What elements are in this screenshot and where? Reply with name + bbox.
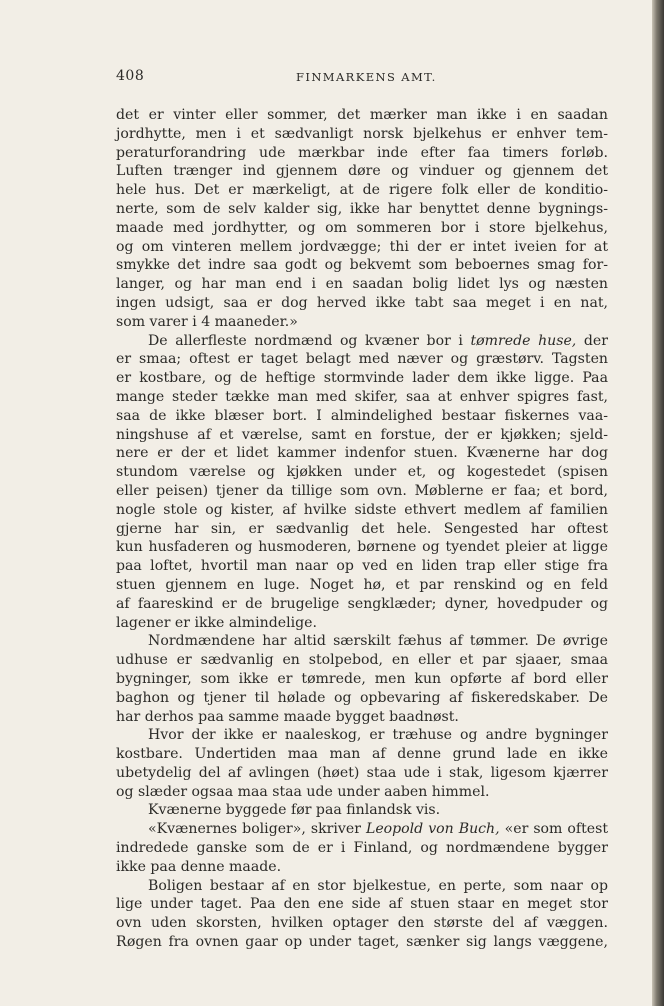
body-text xyxy=(116,106,608,952)
paragraph-5 xyxy=(116,801,608,820)
text-line: saa de ikke blæser bort. I almindelighed bestaar fiskernes vaa- xyxy=(116,407,608,424)
text-line: maade med jordhytter, og om sommeren bor i store bjelkehus, xyxy=(116,219,608,236)
text-line: jordhytte, men i et sædvanligt norsk bjelkehus er enhver tem- xyxy=(116,125,608,142)
text-line: har derhos paa samme maade bygget baadnøst. xyxy=(116,708,459,725)
text-line: peraturforandring ude mærkbar inde efter faa timers forløb. xyxy=(116,144,608,161)
paragraph-6 xyxy=(116,820,608,876)
text-line: ikke paa denne maade. xyxy=(116,858,282,875)
text-line: stundom værelse og kjøkken under et, og kogestedet (spisen xyxy=(116,464,608,481)
text-line: lige under taget. Paa den ene side af stuen staar en meget stor xyxy=(116,896,608,913)
running-head: FINMARKENS AMT. xyxy=(296,70,437,84)
text-line xyxy=(116,332,608,351)
text-line: baghon og tjener til hølade og opbevaring af fiskeredskaber. De xyxy=(116,689,608,706)
text-line: nogle stole og kister, af hvilke sidste ethvert medlem af familien xyxy=(116,501,608,518)
text-line: bygninger, som ikke er tømrede, men kun opførte af bord eller xyxy=(116,670,608,687)
text-line: Kvænerne byggede før paa finlandsk vis. xyxy=(148,802,441,819)
text-line: ningshuse af et værelse, samt en forstue, der er kjøkken; sjeld- xyxy=(116,426,608,443)
page-number: 408 xyxy=(116,68,145,84)
italic-term: tømrede huse, xyxy=(470,332,577,349)
text-fragment: De allerfleste nordmænd og kvæner bor i xyxy=(148,332,471,349)
text-line: smykke det indre saa godt og bekvemt som beboernes smag for- xyxy=(116,257,608,274)
text-line: nere er der et lidet kammer indenfor stuen. Kvænerne har dog xyxy=(116,445,608,462)
text-line: ingen udsigt, saa er dog herved ikke tabt saa meget i en nat, xyxy=(116,294,608,311)
text-line: og slæder ogsaa maa staa ude under aaben himmel. xyxy=(116,783,490,800)
text-line: gjerne har sin, er sædvanlig det hele. Sengested har oftest xyxy=(116,520,608,537)
text-line: paa loftet, hvortil man naar op ved en liden trap eller stige fra xyxy=(116,558,608,575)
italic-author-name: Leopold von Buch, xyxy=(365,821,500,838)
text-line: hele hus. Det er mærkeligt, at de rigere folk eller de konditio- xyxy=(116,182,608,199)
text-line: Nordmændene har altid særskilt fæhus af tømmer. De øvrige xyxy=(148,633,608,650)
paragraph-4 xyxy=(116,726,608,801)
paragraph-3 xyxy=(116,632,608,726)
text-line: indrededе ganske som de er i Finland, og nordmændene bygger xyxy=(116,840,608,857)
page-edge-shadow xyxy=(652,0,664,1006)
text-line: nerte, som de selv kalder sig, ikke har benyttet denne bygnings- xyxy=(116,200,608,217)
text-line: mange steder tække man med skifer, saa at enhver spigres fast, xyxy=(116,388,608,405)
text-fragment: der xyxy=(576,332,608,349)
text-line: ovn uden skorsten, hvilken optager den største del af væggen. xyxy=(116,915,608,932)
text-line: Boligen bestaar af en stor bjelkestue, en perte, som naar op xyxy=(148,877,608,894)
text-line: Røgen fra ovnen gaar op under taget, sænker sig langs væggene, xyxy=(116,934,608,951)
text-line xyxy=(116,820,608,839)
text-line: kun husfaderen og husmoderen, børnene og tyendet pleier at ligge xyxy=(116,539,608,556)
text-line: kostbare. Undertiden maa man af denne grund lade en ikke xyxy=(116,746,608,763)
text-line: udhuse er sædvanlig en stolpebod, en eller et par sjaaer, smaa xyxy=(116,652,608,669)
paragraph-2 xyxy=(116,332,608,633)
paragraph-7 xyxy=(116,877,608,952)
text-line: som varer i 4 maaneder.» xyxy=(116,313,298,330)
text-line: af faareskind er de brugelige sengklæder; dyner, hovedpuder og xyxy=(116,595,608,612)
text-line: er kostbare, og de heftige stormvinde lader dem ikke ligge. Paa xyxy=(116,370,608,387)
page-header xyxy=(116,68,608,88)
text-line: stuen gjennem en luge. Noget hø, et par renskind og en feld xyxy=(116,576,608,593)
text-fragment: «er som oftest xyxy=(499,821,609,838)
text-line: Hvor der ikke er naaleskog, er træhuse og andre bygninger xyxy=(148,727,608,744)
text-line: Luften trænger ind gjennem døre og vinduer og gjennem det xyxy=(116,163,608,180)
paragraph-1 xyxy=(116,106,608,332)
text-line: er smaa; oftest er taget belagt med næver og græstørv. Tagsten xyxy=(116,351,608,368)
text-line: og om vinteren mellem jordvægge; thi der er intet iveien for at xyxy=(116,238,608,255)
text-fragment: «Kvænernes boliger», skriver xyxy=(148,821,366,838)
text-line: ubetydelig del af avlingen (høet) staa ude i stak, ligesom kjærrer xyxy=(116,764,608,781)
text-line: langer, og har man end i en saadan bolig lidet lys og næsten xyxy=(116,276,608,293)
text-line: eller peisen) tjener da tillige som ovn. Møblerne er faa; et bord, xyxy=(116,482,608,499)
text-line: lagener er ikke almindelige. xyxy=(116,614,317,631)
text-line: det er vinter eller sommer, det mærker man ikke i en saadan xyxy=(116,107,608,123)
